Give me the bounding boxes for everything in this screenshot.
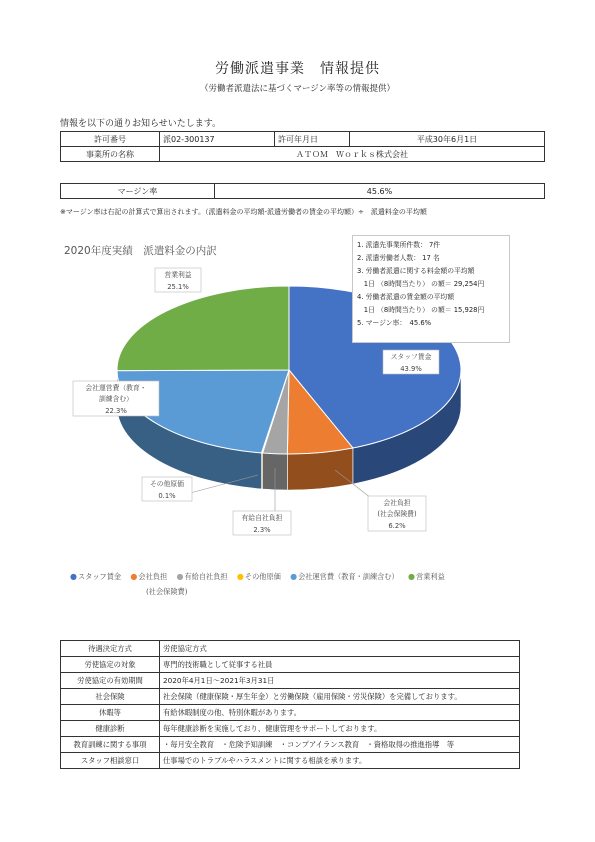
details-label: 健康診断: [61, 721, 160, 737]
details-label: 労使協定の有効期間: [61, 673, 160, 689]
pie-slice-operating-profit: [117, 286, 289, 371]
page-subtitle: （労働者派遣法に基づくマージン率等の情報提供）: [199, 84, 396, 94]
margin-value: 45.6%: [215, 184, 545, 199]
data-label-value-staff-wage: 43.9%: [400, 365, 422, 373]
intro-text: 情報を以下の通りお知らせいたします。: [60, 119, 222, 129]
details-value: 2020年4月1日～2021年3月31日: [160, 673, 520, 689]
license-date-value: 平成30年6月1日: [350, 132, 545, 147]
license-number-value: 派02-300137: [160, 132, 275, 147]
details-label: 休暇等: [61, 705, 160, 721]
summary-box: [352, 235, 510, 343]
details-row: [61, 721, 520, 737]
summary-line: 4. 労働者派遣の賃金額の平均額: [357, 293, 455, 301]
details-value: 毎年健康診断を実施しており、健康管理をサポートしております。: [160, 721, 520, 737]
margin-label: マージン率: [61, 184, 215, 199]
data-label-name-operating-cost: 訓練含む）: [99, 395, 133, 403]
data-label-name-operating-profit: 営業利益: [164, 271, 192, 279]
details-value: 社会保険（健康保険・厚生年金）と労働保険（雇用保険・労災保険）を完備しております。: [160, 689, 520, 705]
office-label: 事業所の名称: [61, 147, 160, 162]
details-label: 教育訓練に関する事項: [61, 737, 160, 753]
data-label-value-operating-profit: 25.1%: [167, 283, 189, 291]
data-label-name-company-burden: 会社負担: [383, 499, 411, 507]
legend-item: [237, 572, 281, 581]
legend-marker: ●: [176, 572, 184, 581]
legend-label: 会社負担: [138, 572, 168, 581]
legend-item: [130, 572, 167, 581]
summary-line: 2. 派遣労働者人数： 17 名: [357, 254, 440, 262]
legend-item: [70, 572, 121, 581]
data-label-name-operating-cost: 会社運営費（教育・: [85, 384, 147, 392]
license-date-label: 許可年月日: [275, 132, 350, 147]
summary-line: 3. 労働者派遣に関する料金額の平均額: [357, 267, 475, 275]
legend-subline: (社会保険費): [146, 587, 188, 596]
data-label-name-other-cost: その他原価: [150, 480, 184, 488]
details-row: [61, 737, 520, 753]
legend-marker: ●: [408, 572, 416, 581]
data-label-name-paid-leave: 有給自社負担: [241, 514, 283, 522]
details-row: [61, 753, 520, 769]
details-row: [61, 673, 520, 689]
legend-marker: ●: [290, 572, 298, 581]
page-title: 労働派遣事業 情報提供: [215, 61, 380, 77]
details-table: [60, 640, 520, 769]
data-label-value-other-cost: 0.1%: [158, 492, 176, 500]
legend-marker: ●: [236, 572, 244, 581]
data-label-value-operating-cost: 22.3%: [105, 407, 127, 415]
legend-label: 会社運営費（教育・訓練含む）: [298, 572, 399, 581]
details-label: 社会保険: [61, 689, 160, 705]
details-row: [61, 641, 520, 657]
summary-line: 5. マージン率： 45.6%: [357, 319, 432, 327]
data-label-name-company-burden: (社会保険費): [377, 510, 417, 518]
legend-label: 有給自社負担: [184, 572, 228, 581]
details-value: ・毎月安全教育 ・危険予知訓練 ・コンプアイランス教育 ・資格取得の推進指導 等: [160, 737, 520, 753]
license-number-label: 許可番号: [61, 132, 160, 147]
summary-line: 1. 派遣先事業所件数： 7件: [357, 241, 441, 249]
legend-item: [408, 572, 445, 581]
details-value: 有給休暇制度の他、特別休暇があります。: [160, 705, 520, 721]
legend-item: [176, 572, 227, 581]
legend-label: 営業利益: [416, 572, 445, 581]
chart-legend: [70, 572, 452, 582]
office-value: ＡＴＯＭ Ｗｏｒｋｓ株式会社: [160, 147, 545, 162]
data-label-value-company-burden: 6.2%: [388, 522, 406, 530]
margin-note: ※マージン率は右記の計算式で算出されます。（派遣料金の平均額-派遣労働者の賃金の平均額）÷ 派遣料金の平均額: [60, 208, 427, 216]
summary-line: 1日 （8時間当たり） の額＝ 15,928円: [357, 306, 485, 314]
legend-marker: ●: [70, 572, 77, 581]
data-label-name-staff-wage: スタッフ賃金: [390, 353, 432, 361]
details-label: 労使協定の対象: [61, 657, 160, 673]
legend-marker: ●: [130, 572, 138, 581]
details-value: 労使協定方式: [160, 641, 520, 657]
details-label: スタッフ相談窓口: [61, 753, 160, 769]
details-row: [61, 705, 520, 721]
legend-label: スタッフ賃金: [77, 572, 122, 581]
details-label: 待遇決定方式: [61, 641, 160, 657]
details-row: [61, 689, 520, 705]
legend-item: [290, 572, 399, 581]
details-value: 仕事場でのトラブルやハラスメントに関する相談を承ります。: [160, 753, 520, 769]
details-row: [61, 657, 520, 673]
details-value: 専門的技術職として従事する社員: [160, 657, 520, 673]
legend-label: その他原価: [244, 572, 281, 581]
chart-title: 2020年度実績 派遣料金の内訳: [64, 245, 217, 257]
summary-line: 1日 （8時間当たり） の額＝ 29,254円: [357, 280, 485, 288]
data-label-value-paid-leave: 2.3%: [253, 526, 271, 534]
